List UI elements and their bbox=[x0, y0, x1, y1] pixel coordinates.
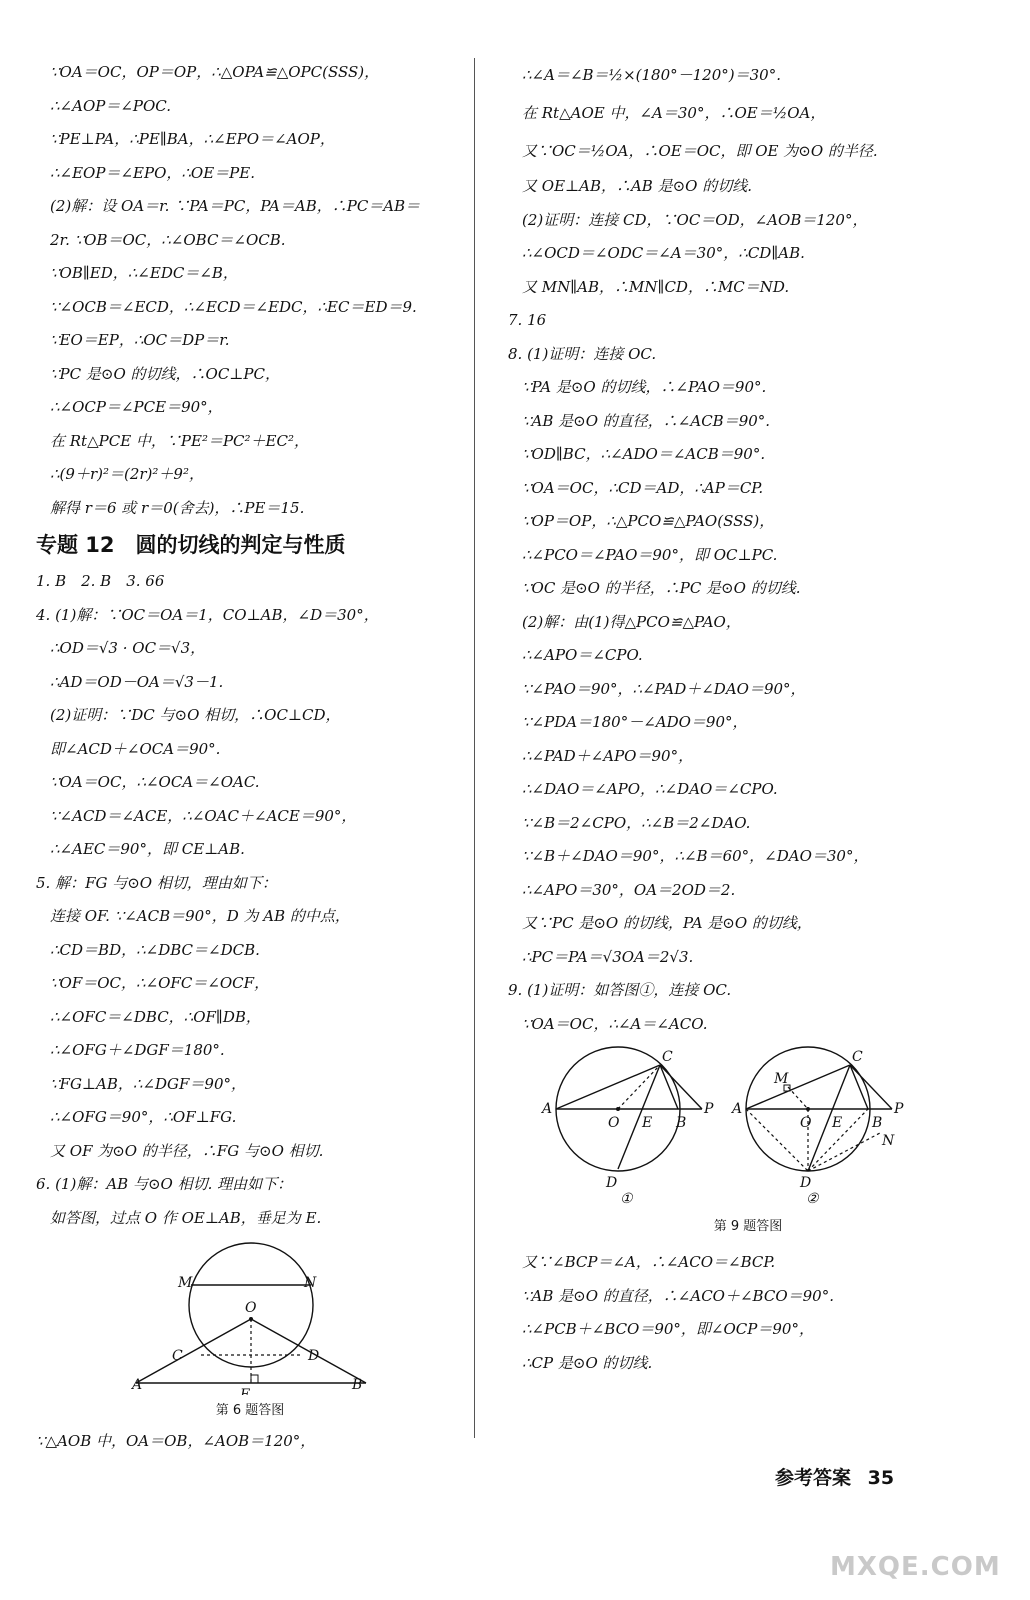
text-line: 4. (1)解：∵OC＝OA＝1，CO⊥AB，∠D＝30°， bbox=[36, 605, 379, 624]
fig9a-label-c: C bbox=[662, 1049, 673, 1065]
fig9a-label-p: P bbox=[704, 1101, 714, 1117]
left-column bbox=[36, 56, 464, 1459]
text-line: ∵∠OCB＝∠ECD，∴∠ECD＝∠EDC，∴EC＝ED＝9. bbox=[50, 297, 417, 316]
text-line: ∴OD＝√3 · OC＝√3， bbox=[50, 639, 206, 657]
text-line: ∵FG⊥AB，∴∠DGF＝90°， bbox=[50, 1074, 247, 1093]
fig6-label-a: A bbox=[132, 1377, 143, 1393]
page-footer bbox=[775, 1463, 894, 1490]
text-line: 又 OE⊥AB，∴AB 是⊙O 的切线. bbox=[522, 177, 753, 195]
text-line: ∴∠A＝∠B＝½×(180°－120°)＝30°. bbox=[522, 66, 781, 84]
text-line: ∵AB 是⊙O 的直径，∴∠ACO＋∠BCO＝90°. bbox=[522, 1286, 834, 1305]
text-line: 又∵∠BCP＝∠A，∴∠ACO＝∠BCP. bbox=[522, 1253, 776, 1271]
fig9b-num: ② bbox=[806, 1191, 819, 1207]
fig9a-label-o: O bbox=[608, 1115, 620, 1131]
column-divider bbox=[474, 58, 475, 1438]
text-line: ∵OF＝OC，∴∠OFC＝∠OCF， bbox=[50, 974, 270, 992]
text-line: ∴CP 是⊙O 的切线. bbox=[522, 1353, 653, 1372]
figure-9-caption: 第 9 题答图 bbox=[713, 1219, 783, 1234]
watermark-site: MXQE.COM bbox=[830, 1552, 1001, 1582]
text-line: ∴∠PAD＋∠APO＝90°， bbox=[522, 746, 694, 765]
fig6-label-e: E bbox=[240, 1387, 251, 1395]
text-line: 又 OF 为⊙O 的半径，∴FG 与⊙O 相切. bbox=[50, 1141, 324, 1160]
fig6-label-o: O bbox=[245, 1300, 257, 1316]
fig9b-label-n: N bbox=[882, 1133, 895, 1149]
text-line: ∵△AOB 中，OA＝OB，∠AOB＝120°， bbox=[36, 1432, 316, 1450]
fig9a-label-e: E bbox=[642, 1115, 653, 1131]
text-line: 连接 OF. ∵∠ACB＝90°，D 为 AB 的中点， bbox=[50, 907, 350, 925]
text-line: ∴(9＋r)²＝(2r)²＋9²， bbox=[50, 465, 204, 483]
fig9b-label-m: M bbox=[774, 1071, 789, 1087]
text-line: ∵∠B＋∠DAO＝90°，∴∠B＝60°，∠DAO＝30°， bbox=[522, 847, 869, 865]
text-line: 又∵OC＝½OA，∴OE＝OC，即 OE 为⊙O 的半径. bbox=[522, 142, 878, 160]
text-line: 2r. ∵OB＝OC，∴∠OBC＝∠OCB. bbox=[50, 230, 286, 249]
text-line: (2)证明：∵DC 与⊙O 相切，∴OC⊥CD， bbox=[50, 706, 341, 724]
text-line: 在 Rt△PCE 中，∵PE²＝PC²＋EC²， bbox=[50, 431, 309, 450]
text-line: 如答图，过点 O 作 OE⊥AB，垂足为 E. bbox=[50, 1208, 322, 1227]
footer-label: 参考答案 bbox=[775, 1467, 852, 1489]
text-line: ∴∠PCB＋∠BCO＝90°，即∠OCP＝90°， bbox=[522, 1320, 814, 1338]
text-line: ∵OD∥BC，∴∠ADO＝∠ACB＝90°. bbox=[522, 445, 766, 463]
fig9b-label-o: O bbox=[800, 1115, 812, 1131]
fig9b-label-d: D bbox=[800, 1175, 812, 1191]
text-line: 7. 16 bbox=[508, 311, 547, 329]
figure-6 bbox=[36, 1235, 464, 1425]
text-line: ∵OC 是⊙O 的半径，∴PC 是⊙O 的切线. bbox=[522, 579, 801, 597]
text-line: ∵OA＝OC，∴∠A＝∠ACO. bbox=[522, 1014, 708, 1033]
text-line: ∴∠OFG＝90°，∴OF⊥FG. bbox=[50, 1108, 237, 1126]
text-line: 又 MN∥AB，∴MN∥CD，∴MC＝ND. bbox=[522, 277, 790, 296]
fig6-label-d: D bbox=[308, 1348, 320, 1364]
right-column bbox=[508, 56, 988, 1380]
text-line: ∵∠PAO＝90°，∴∠PAD＋∠DAO＝90°， bbox=[522, 679, 806, 698]
text-line: ∴∠OFG＋∠DGF＝180°. bbox=[50, 1041, 225, 1059]
text-line: ∵AB 是⊙O 的直径，∴∠ACB＝90°. bbox=[522, 411, 771, 430]
figure-9-diagram bbox=[508, 1041, 988, 1211]
text-line: 6. (1)解：AB 与⊙O 相切. 理由如下： bbox=[36, 1175, 293, 1193]
text-line: ∵OA＝OC，∴CD＝AD，∴AP＝CP. bbox=[522, 478, 764, 497]
fig6-label-n: N bbox=[304, 1275, 317, 1291]
text-line: ∵OP＝OP，∴△PCO≌△PAO(SSS)， bbox=[522, 512, 775, 530]
text-line: (2)解：由(1)得△PCO≌△PAO， bbox=[522, 612, 741, 631]
text-line: ∴∠APO＝30°，OA＝2OD＝2. bbox=[522, 880, 736, 899]
text-line: ∴CD＝BD，∴∠DBC＝∠DCB. bbox=[50, 940, 260, 959]
text-line: 5. 解：FG 与⊙O 相切，理由如下： bbox=[36, 873, 277, 892]
text-line: ∴∠DAO＝∠APO，∴∠DAO＝∠CPO. bbox=[522, 780, 778, 798]
text-line: (2)解：设 OA＝r. ∵PA＝PC，PA＝AB，∴PC＝AB＝ bbox=[50, 197, 421, 215]
text-line: ∵PE⊥PA，∴PE∥BA，∴∠EPO＝∠AOP， bbox=[50, 130, 335, 148]
fig9b-label-p: P bbox=[894, 1101, 904, 1117]
fig6-label-b: B bbox=[352, 1377, 363, 1393]
figure-9 bbox=[508, 1041, 988, 1246]
text-line: 1. B 2. B 3. 66 bbox=[36, 572, 165, 590]
fig9a-label-d: D bbox=[606, 1175, 618, 1191]
text-line: ∴PC＝PA＝√3OA＝2√3. bbox=[522, 947, 694, 966]
figure-6-caption: 第 6 题答图 bbox=[215, 1403, 285, 1418]
text-line: ∵OA＝OC，∴∠OCA＝∠OAC. bbox=[50, 773, 260, 791]
text-line: ∵OA＝OC，OP＝OP，∴△OPA≌△OPC(SSS)， bbox=[50, 63, 380, 81]
fig9a-label-a: A bbox=[542, 1101, 553, 1117]
text-line: ∵∠PDA＝180°－∠ADO＝90°， bbox=[522, 713, 748, 731]
fig9b-label-b: B bbox=[872, 1115, 883, 1131]
text-line: ∵OB∥ED，∴∠EDC＝∠B， bbox=[50, 264, 238, 282]
figure-6-diagram bbox=[36, 1235, 464, 1395]
text-line: 又∵PC 是⊙O 的切线，PA 是⊙O 的切线， bbox=[522, 914, 812, 932]
text-line: ∴∠AEC＝90°，即 CE⊥AB. bbox=[50, 840, 245, 858]
fig9b-label-a: A bbox=[732, 1101, 743, 1117]
text-line: ∵EO＝EP，∴OC＝DP＝r. bbox=[50, 331, 230, 349]
text-line: ∴∠OCD＝∠ODC＝∠A＝30°，∴CD∥AB. bbox=[522, 244, 805, 262]
text-line: 在 Rt△AOE 中，∠A＝30°，∴OE＝½OA， bbox=[522, 104, 826, 122]
fig6-label-m: M bbox=[178, 1275, 193, 1291]
text-line: ∵PA 是⊙O 的切线，∴∠PAO＝90°. bbox=[522, 378, 767, 396]
page-number: 35 bbox=[867, 1467, 895, 1489]
text-line: ∴AD＝OD－OA＝√3－1. bbox=[50, 672, 224, 691]
text-line: ∴∠AOP＝∠POC. bbox=[50, 96, 172, 115]
fig9a-num: ① bbox=[620, 1191, 633, 1207]
text-line: (2)证明：连接 CD，∵OC＝OD，∠AOB＝120°， bbox=[522, 210, 868, 229]
text-line: ∴∠EOP＝∠EPO，∴OE＝PE. bbox=[50, 163, 255, 182]
text-line: ∵PC 是⊙O 的切线，∴OC⊥PC， bbox=[50, 364, 280, 383]
text-line: ∴∠OFC＝∠DBC，∴OF∥DB， bbox=[50, 1007, 261, 1026]
text-line: ∴∠APO＝∠CPO. bbox=[522, 646, 643, 664]
text-line: ∴∠PCO＝∠PAO＝90°，即 OC⊥PC. bbox=[522, 545, 778, 564]
text-line: 9. (1)证明：如答图①，连接 OC. bbox=[508, 981, 732, 999]
fig9b-label-c: C bbox=[852, 1049, 863, 1065]
text-line: ∴∠OCP＝∠PCE＝90°， bbox=[50, 398, 223, 416]
text-line: 解得 r＝6 或 r＝0(舍去)，∴PE＝15. bbox=[50, 498, 305, 517]
fig9b-label-e: E bbox=[832, 1115, 843, 1131]
text-line: 8. (1)证明：连接 OC. bbox=[508, 344, 657, 363]
fig6-label-c: C bbox=[172, 1348, 183, 1364]
text-line: ∵∠ACD＝∠ACE，∴∠OAC＋∠ACE＝90°， bbox=[50, 806, 357, 825]
fig9a-label-b: B bbox=[676, 1115, 687, 1131]
section-title: 专题 12 圆的切线的判定与性质 bbox=[36, 533, 346, 557]
text-line: 即∠ACD＋∠OCA＝90°. bbox=[50, 739, 221, 758]
text-line: ∵∠B＝2∠CPO，∴∠B＝2∠DAO. bbox=[522, 813, 751, 832]
